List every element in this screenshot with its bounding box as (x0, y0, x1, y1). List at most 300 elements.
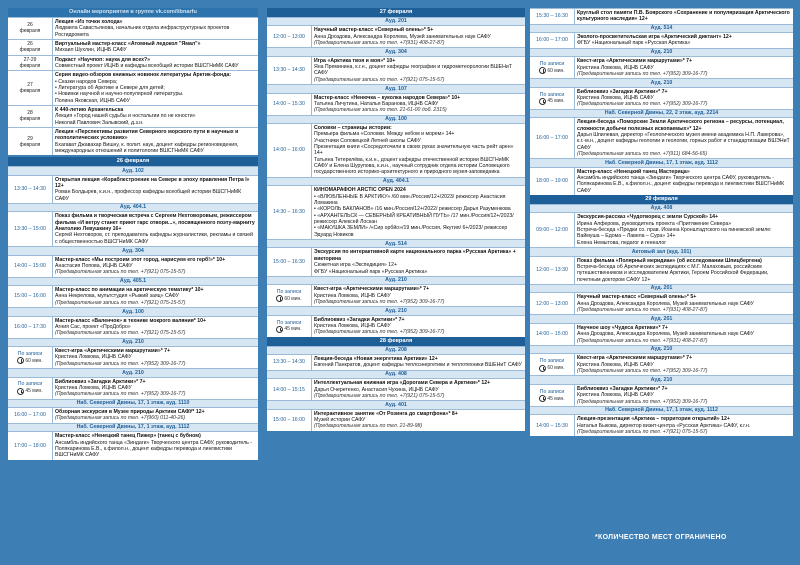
event-row (267, 247, 525, 275)
event-detail: ФГБУ «Национальный парк «Русская Арктика» (314, 268, 428, 275)
event-title: Соловки – страницы истории: (314, 125, 392, 132)
event-title: Лекция-беседа «Поморские Земли Арктического региона – ресурсы, потенциал, сложности добычи полезных ископаемых»* 12+ (577, 119, 784, 132)
date-part: 26 (27, 41, 33, 48)
duration-label: 45 мин. (547, 395, 565, 402)
event-time (8, 408, 52, 423)
event-row (8, 377, 258, 399)
room-label: Ауд. 210 (267, 306, 525, 314)
duration (539, 98, 564, 105)
duration-label: 60 мин. (547, 365, 565, 372)
event-body (574, 9, 793, 24)
event-row (530, 117, 793, 158)
event-detail: • Новинки научной и научно-популярной литературы. (55, 91, 184, 98)
time-label: 13:30 – 15:00 (14, 226, 46, 233)
event-body (311, 124, 525, 177)
event-time (530, 168, 574, 195)
room-label: Актовый зал (ауд. 101) (530, 247, 793, 255)
event-body (574, 324, 793, 345)
event-title: Экскурсия-рассказ «Чудотворец с земли Сурской» 14+ (577, 214, 719, 221)
event-detail: Анна Дроздова, Александра Королева, Музей занимательных наук САФУ (314, 33, 491, 40)
event-time (530, 33, 574, 48)
event-body (52, 408, 258, 423)
event-row (267, 378, 525, 400)
event-title: Виртуальный мастер-класс «Атомный ледокол "Ямал"» (55, 40, 201, 47)
time-label: По записи (539, 388, 565, 395)
day-27-section (267, 8, 525, 431)
event-title: Серия видео-обзоров книжных новинок литературы Арктик-фонда: (55, 72, 232, 79)
event-detail: Анастасия Попова, ИЦНБ САФУ (55, 262, 133, 269)
time-label: По записи (17, 381, 43, 388)
room-label: Ауд. 514 (267, 239, 525, 247)
event-row (267, 56, 525, 84)
event-detail: • «ВЛЮБЛЕННЫЕ В АРКТИКУ» /60 мин./Россия/12+/2023/ режиссер Анастасия Ломакина (314, 193, 506, 206)
event-detail: Встреча-беседа «Предки со. прав. Иоанна Кронштадтского на пинежской земле: Ваймуша – Едома – Лавела – Сура» 14+ (577, 227, 772, 240)
time-label: 15:00 – 16:30 (273, 258, 305, 265)
day-28-continued-section (530, 8, 793, 436)
registration-note: (Предварительная запись по тел. +7(952) 309-16-77) (55, 360, 186, 367)
event-title: Интерактивное занятие «От Розинга до смартфона»* 8+ (314, 410, 458, 417)
registration-note: (Предварительная запись по тел. +7(911) 684-56-65) (577, 150, 708, 157)
event-body (574, 118, 793, 158)
event-title: Библиоквиз «Загадки Арктики»* 7+ (577, 88, 668, 95)
column-1 (8, 8, 258, 460)
event-time (8, 317, 52, 338)
date-part: 26 (27, 22, 33, 29)
event-row (8, 175, 258, 203)
event-detail: • «МАКУШКА ЗЕМЛИ» /«Сир орбйо»/19 мин./Россия, Якутия/ 6+/2023/ режиссер Эдуард Новиков (314, 225, 508, 238)
event-row (530, 414, 793, 436)
event-detail: Анна Дроздова, Александра Королева, Музей занимательных наук САФУ (577, 300, 754, 307)
event-body (574, 385, 793, 406)
room-label: Ауд. 210 (8, 338, 258, 346)
time-label: 18:00 – 19:00 (536, 178, 568, 185)
event-row (267, 25, 525, 47)
event-time (530, 9, 574, 24)
event-title: Мастер-класс «Ненючка – куколка народов Севера»* 10+ (314, 94, 461, 101)
event-detail: Ансамбль индийского танца «Зиндаги» Творческого центра САФУ, руководитель - Полякаринова Е.В., к.филол.н., доцент кафедры перевода и лингвистики ВШСГНиМК САФУ (577, 175, 785, 194)
time-label: 09:00 – 12:00 (536, 227, 568, 234)
event-title: Квест-игра «Арктическими маршрутами»* 7+ (577, 58, 693, 65)
event-time (8, 432, 52, 459)
date-part: 29 (27, 135, 33, 142)
event-title: Лекция «Из точки холода» (55, 18, 123, 25)
event-title: Лекция-презентация «Арктика – территория открытий» 12+ (577, 416, 730, 423)
room-label: Ауд. 401 (267, 400, 525, 408)
online-event (8, 17, 258, 39)
event-detail: Кристина Ловкова, ИЦНБ САФУ (55, 384, 132, 391)
room-label: Ауд. 304 (267, 47, 525, 55)
date-part: февраля (19, 47, 41, 54)
registration-note: (Предварительная запись по тел. +7(952) 309-16-77) (577, 368, 708, 375)
registration-note: (Предварительная запись по тел. +7(921) 075-15-57) (55, 330, 186, 337)
event-body (52, 212, 258, 246)
time-label: 15:00 – 16:00 (273, 417, 305, 424)
event-time (8, 378, 52, 399)
day-26-section (8, 157, 258, 459)
registration-note: (Предварительная запись по тел. +7(921) 075-15-57) (577, 429, 708, 436)
event-detail: Ирина Алферова, руководитель проекта «Притяжение Севера» (577, 220, 732, 227)
room-label: Ауд. 208 (267, 346, 525, 354)
event-body (574, 88, 793, 109)
duration-label: 60 мин. (547, 67, 565, 74)
room-label: Ауд. 102 (8, 166, 258, 174)
event-row (530, 323, 793, 345)
event-date (8, 18, 52, 39)
duration (276, 326, 301, 333)
time-label: 14:00 – 15:00 (14, 262, 46, 269)
event-time (267, 57, 311, 84)
event-detail: Роман Болдырев, к.и.н., профессор кафедры всеобщей истории ВШСГНиМК САФУ (55, 189, 242, 202)
registration-note: (Предварительная запись по тел. +7(921) 075-15-57) (55, 299, 186, 306)
event-title: Лекция «Перспективы развития Северного морского пути в научных и геополитических условиях» (55, 128, 239, 142)
event-body (574, 57, 793, 78)
duration (276, 295, 301, 302)
event-list (267, 346, 525, 431)
event-row (267, 315, 525, 337)
time-label: 14:30 – 16:30 (273, 209, 305, 216)
online-header: Онлайн мероприятия в группе vk.com/libnarfu (8, 8, 258, 17)
time-label: 13:30 – 14:30 (273, 359, 305, 366)
event-body (574, 293, 793, 314)
event-time (530, 354, 574, 375)
time-label: 14:00 – 16:00 (273, 147, 305, 154)
event-title: Экскурсия по интерактивной карте национального парка «Русская Арктика» + викторина (314, 249, 516, 262)
event-time (267, 379, 311, 400)
event-detail: Анна Дроздова, Александра Королева, Музей занимательных наук САФУ (577, 331, 754, 338)
room-label: Ауд. 408 (530, 204, 793, 212)
duration-label: 45 мин. (284, 326, 302, 333)
time-label: 16:00 – 17:00 (536, 135, 568, 142)
room-label: Ауд. 404.1 (267, 177, 525, 185)
registration-note: (Предварительная запись по тел. +7(931) 408-27-87) (577, 337, 708, 344)
event-body (52, 128, 258, 155)
event-body (52, 176, 258, 203)
event-detail: Татьяна Тетерелёва, к.и.н., доцент кафедры отечественной истории ВШСГНиМК САФУ и Елена Шурупова, к.и.н., научный сотрудник отдела истории Соловецкого государственного историко-архитектурного и природного музея-заповедника (314, 156, 510, 176)
event-time (267, 355, 311, 370)
event-detail: • «АРХАНГЕЛЬСК — СЕВЕРНЫЙ КРЕАТИВНЫЙ ПУТЬ» /17 мин./Россия/12+/2023/ режиссер Алексей Лоскан (314, 212, 514, 225)
day-header: 29 февраля (530, 195, 793, 204)
event-body (311, 410, 525, 431)
clock-icon (17, 388, 24, 395)
event-title: Показ фильма «Полярный меридиан» (об исследовании Шпицбергена) (577, 257, 762, 264)
event-body (52, 286, 258, 307)
event-body (574, 213, 793, 247)
registration-note: (Предварительная запись по тел. +7(931) 408-27-87) (314, 39, 445, 46)
event-time (530, 257, 574, 284)
event-detail: Дарья Очеретенко, Анастасия Чухина, ИЦНБ САФУ (314, 386, 439, 393)
event-time (8, 286, 52, 307)
online-event (8, 105, 258, 127)
event-detail: Михаил Шухлин, ИЦНБ САФУ (55, 47, 127, 54)
event-time (530, 57, 574, 78)
room-label: Наб. Северной Двины, 22, 2 этаж, ауд. 2214 (530, 109, 793, 117)
duration (539, 365, 564, 372)
event-body (52, 56, 258, 71)
room-label: Ауд. 201 (530, 314, 793, 322)
duration-label: 60 мин. (284, 295, 302, 302)
event-title: Эколого-просветительская игра «Арктический диктант» 12+ (577, 34, 732, 41)
event-detail: Сергей Нехтоворов, ст. преподаватель кафедры журналистики, рекламы и связей с общественностью ВШСГНиМК САФУ (55, 232, 253, 245)
event-body (311, 316, 525, 337)
event-detail: Участники Соловецкой Летней школы САФУ (314, 137, 421, 144)
event-title: Подкаст «Научпоп: наука для всех?» (55, 56, 151, 63)
event-row (8, 431, 258, 459)
event-detail: Лекция «Город нашей судьбы и ностальгии по не юности» (55, 113, 196, 120)
clock-icon (276, 295, 283, 302)
event-detail: Дарья Шпилевая, директор «Геологического музея имени академика Н.П. Лаверова», к.г.-м.н., доцент кафедры геологии и геологии, горных работ и стандартизации ВШЭНиТ САФУ (577, 131, 790, 151)
time-label: По записи (276, 289, 302, 296)
event-body (52, 71, 258, 105)
event-row (8, 346, 258, 368)
room-label: Наб. Северной Двины, 17, 1 этаж, ауд. 1110 (8, 399, 258, 407)
event-time (8, 212, 52, 246)
event-row (530, 56, 793, 78)
registration-note: (Предварительная запись по тел. +7(921) 075-15-57) (314, 76, 445, 83)
event-body (52, 256, 258, 277)
event-detail: Премьера фильма «Соловки. Между небом и морем» 14+ (314, 131, 455, 138)
date-part: февраля (19, 88, 41, 95)
duration-label: 45 мин. (547, 98, 565, 105)
time-label: 14:00 – 15:30 (273, 100, 305, 107)
event-date (8, 40, 52, 55)
event-title: К 440-летию Архангельска (55, 106, 124, 113)
time-label: 12:00 – 13:30 (536, 267, 568, 274)
time-label: 17:00 – 18:00 (14, 442, 46, 449)
event-detail: Николай Павлович Залывский, д.з.н. (55, 119, 144, 126)
event-body (52, 378, 258, 399)
registration-note: (Предварительная запись по тел. +7(952) 309-16-77) (577, 101, 708, 108)
event-time (530, 385, 574, 406)
room-label: Ауд. 210 (530, 48, 793, 56)
duration (539, 395, 564, 402)
room-label: Ауд. 201 (267, 17, 525, 25)
room-label: Ауд. 210 (530, 375, 793, 383)
event-title: Мастер-класс по анимации на арктическую тематику* 10+ (55, 287, 204, 294)
event-title: Квест-игра «Арктическими маршрутами»* 7+ (577, 355, 693, 362)
event-body (574, 354, 793, 375)
duration-label: 45 мин. (25, 388, 43, 395)
time-label: 15:30 – 16:30 (536, 13, 568, 20)
online-event (8, 39, 258, 55)
room-label: Ауд. 107 (267, 84, 525, 92)
duration-label: 60 мин. (25, 357, 43, 364)
room-label: Ауд. 514 (530, 24, 793, 32)
event-body (311, 186, 525, 239)
event-detail: Ансамбль индийского танца «Зиндаги» Творческого центра САФУ, руководитель - Полякаринова Е.В., к.филол.н., доцент кафедры перевода и лингвистики ВШСГНиМК САФУ (55, 439, 253, 459)
event-row (530, 32, 793, 48)
clock-icon (539, 67, 546, 74)
room-label: Ауд. 210 (530, 78, 793, 86)
online-list (8, 17, 258, 156)
event-detail: Кристина Ловкова, ИЦНБ САФУ (314, 323, 391, 330)
registration-note: (Предварительная запись по тел. +7(921) 075-15-57) (314, 392, 445, 399)
event-row (530, 87, 793, 109)
event-detail: Кристина Ловкова, ИЦНБ САФУ (577, 361, 654, 368)
event-row (267, 409, 525, 431)
event-time (8, 176, 52, 203)
event-body (311, 355, 525, 370)
event-detail: Кристина Ловкова, ИЦНБ САФУ (577, 392, 654, 399)
event-row (530, 353, 793, 375)
event-detail: Музей истории САФУ (314, 417, 366, 424)
event-detail: Людмила Савастьянова, начальник отдела инфраструктурных проектов Росгидромета (55, 25, 230, 38)
event-time (267, 124, 311, 177)
clock-icon (17, 357, 24, 364)
time-label: По записи (539, 61, 565, 68)
date-part: 28 (27, 110, 33, 117)
online-event (8, 55, 258, 71)
time-label: 12:00 – 13:00 (536, 300, 568, 307)
date-part: февраля (19, 141, 41, 148)
event-title: Научное шоу «Чудеса Арктики»* 7+ (577, 324, 668, 331)
event-body (52, 347, 258, 368)
event-detail: Сюжетная игра «Экспедиция» 12+ (314, 262, 397, 269)
event-time (530, 415, 574, 436)
event-detail: Кристина Ловкова, ИЦНБ САФУ (55, 354, 132, 361)
clock-icon (539, 98, 546, 105)
event-row (267, 185, 525, 239)
room-label: Ауд. 210 (8, 368, 258, 376)
registration-note: (Предварительная запись по тел. +7(952) 309-16-77) (55, 391, 186, 398)
event-date (8, 71, 52, 105)
event-detail: • Сказки народов Севера; (55, 78, 118, 85)
event-time (267, 186, 311, 239)
registration-note: (Предварительная запись по тел. +7(960) 011-40-26) (55, 415, 186, 422)
event-title: Лекция-беседа «Новая энергетика Арктики» 12+ (314, 356, 438, 363)
event-title: Интеллектуальная книжная игра «Дорогами Севера и Арктики»* 12+ (314, 380, 491, 387)
online-section (8, 8, 258, 155)
time-label: 14:00 – 15:15 (273, 386, 305, 393)
footer-note: *КОЛИЧЕСТВО МЕСТ ОГРАНИЧЕНО (595, 534, 727, 541)
event-list (267, 17, 525, 337)
event-time (267, 94, 311, 115)
event-body (574, 257, 793, 284)
time-label: По записи (539, 91, 565, 98)
event-detail: Наталья Быкова, директор визит-центра «Русская Арктика» САФУ, к.г.н. (577, 422, 751, 429)
event-body (311, 94, 525, 115)
event-body (574, 168, 793, 195)
online-event (8, 70, 258, 105)
duration (17, 388, 42, 395)
event-detail: Кристина Ловкова, ИЦНБ САФУ (314, 292, 391, 299)
event-row (8, 211, 258, 246)
column-2 (267, 8, 525, 431)
duration (539, 67, 564, 74)
event-body (311, 379, 525, 400)
time-label: 13:30 – 14:30 (273, 67, 305, 74)
event-title: Круглый стол памяти П.В. Боярского «Сохранение и популяризация Арктического культурного наследия» 12+ (577, 10, 790, 23)
event-list (530, 204, 793, 436)
room-label: Ауд. 210 (267, 276, 525, 284)
time-label: 13:30 – 14:30 (14, 186, 46, 193)
event-body (52, 317, 258, 338)
room-label: Наб. Северной Двины, 17, 1 этаж, ауд. 1112 (8, 423, 258, 431)
time-label: По записи (276, 319, 302, 326)
column-3 (530, 8, 793, 436)
event-row (8, 316, 258, 338)
event-title: Библиоквиз «Загадки Арктики»* 7+ (577, 385, 668, 392)
registration-note: (Предварительная запись по тел. +7(952) 309-16-77) (577, 398, 708, 405)
time-label: 16:00 – 17:00 (14, 412, 46, 419)
event-row (8, 255, 258, 277)
event-row (267, 93, 525, 115)
event-time (267, 410, 311, 431)
event-detail: Бхагават Джавахар Вишну, к. полит. наук, доцент кафедры регионоведения, международных отношений и политологии ВШСГНиМК САФУ (55, 141, 239, 154)
clock-icon (276, 326, 283, 333)
event-date (8, 106, 52, 127)
event-body (574, 415, 793, 436)
event-row (267, 284, 525, 306)
event-body (311, 285, 525, 306)
event-time (530, 293, 574, 314)
event-title: Квест-игра «Арктическими маршрутами»* 7+ (55, 348, 171, 355)
time-label: По записи (17, 350, 43, 357)
event-date (8, 128, 52, 155)
event-body (52, 18, 258, 39)
event-time (8, 347, 52, 368)
event-detail: • «КОРОЛЬ БАКЛАНОВ» /16 мин./Россия/12+/2022/ режиссер Дарья Разуменкова (314, 206, 511, 213)
clock-icon (539, 365, 546, 372)
online-event (8, 127, 258, 155)
event-body (311, 248, 525, 275)
event-title: Мастер-класс «Валенчок» в технике мокрого валяния* 10+ (55, 317, 207, 324)
event-body (52, 106, 258, 127)
event-row (530, 384, 793, 406)
event-title: Научный мастер-класс «Северный олень»* 5+ (577, 294, 697, 301)
room-label: Ауд. 405.1 (8, 277, 258, 285)
date-part: февраля (19, 62, 41, 69)
time-label: 16:00 – 17:30 (14, 323, 46, 330)
room-label: Ауд. 100 (8, 307, 258, 315)
event-detail: Елена Немытова, педагог и генеалог (577, 239, 667, 246)
room-label: Ауд. 408 (267, 370, 525, 378)
event-time (267, 248, 311, 275)
event-body (311, 26, 525, 47)
registration-note: (Предварительная запись по тел. +7(921) 075-15-57) (55, 269, 186, 276)
date-part: февраля (19, 28, 41, 35)
event-title: Квест-игра «Арктическими маршрутами»* 7+ (314, 286, 430, 293)
time-label: 15:00 – 16:00 (14, 293, 46, 300)
registration-note: (Предварительная запись по тел. +7(952) 309-16-77) (577, 70, 708, 77)
event-time (530, 118, 574, 158)
event-row (267, 354, 525, 370)
event-title: Мастер-класс «Ненецкий танец Мастерица» (577, 168, 690, 175)
event-body (574, 33, 793, 48)
event-body (52, 40, 258, 55)
room-label: Наб. Северной Двины, 17, 1 этаж, ауд. 1112 (530, 406, 793, 414)
event-detail: Полина Яковская, ИЦНБ САФУ (55, 97, 130, 104)
time-label: 12:00 – 13:00 (273, 33, 305, 40)
event-time (530, 88, 574, 109)
event-time (267, 26, 311, 47)
day-header: 26 февраля (8, 157, 258, 166)
event-detail: Агния Сас, проект «ПроДобро» (55, 323, 131, 330)
event-time (8, 256, 52, 277)
event-row (530, 167, 793, 195)
event-detail: • Литература об Арктике и Севере для детей; (55, 84, 165, 91)
date-part: 27-29 (23, 56, 37, 63)
clock-icon (539, 395, 546, 402)
time-label: 14:00 – 15:00 (536, 331, 568, 338)
event-time (267, 285, 311, 306)
room-label: Ауд. 404.1 (8, 203, 258, 211)
event-title: Научный мастер-класс «Северный олень»* 5+ (314, 27, 434, 34)
event-time (530, 324, 574, 345)
registration-note: (Предварительная запись по тел. +7(952) 309-16-77) (314, 298, 445, 305)
event-row (8, 285, 258, 307)
date-part: февраля (19, 116, 41, 123)
event-list (530, 8, 793, 195)
